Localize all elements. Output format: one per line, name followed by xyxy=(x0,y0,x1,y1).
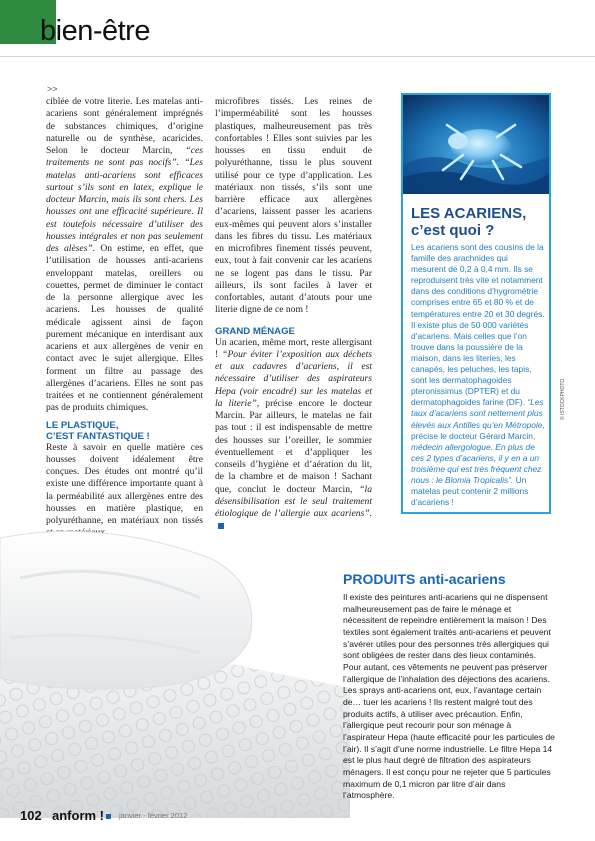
issue-date: janvier - février 2012 xyxy=(119,811,188,820)
paragraph: Reste à savoir en quelle matière ces housses doivent idéalement être conçues. Des études ont montré qu’il existe une différence importante quant à la perméabilité aux allergènes entre des housses en matière plastique, en polyuréthanne, en matériaux non tissés xyxy=(46,441,203,526)
quote-run: “la désensibilisation est le seul traitement étiologique de l’allergie aux acariens”. xyxy=(215,483,372,519)
subheading-grand-menage: GRAND MÉNAGE xyxy=(215,325,295,337)
dust-mite-illustration xyxy=(403,95,549,194)
pillow-illustration xyxy=(0,518,350,818)
pillow-mattress-image xyxy=(0,518,350,818)
text-run: Un matelas peut contenir 2 millions d’acariens ! xyxy=(411,474,529,508)
paragraph: microfibres tissés. Les reines de l’imperméabilité sont les housses plastiques, malheureusement pas très confortables ! Elles sont suivies par les housses en tissu enduit de polyuréthanne, tissu le plus souvent utilisé pour ce type d’application. Les matériaux non tissés, s’ils sont une barrière efficace aux allergènes d’acariens, laissent passer les acariens eux-mêmes qui peuvent alors s’installer dans les fibres du tissu. Les matériaux en microfibres finement tissés peuvent, eux, tout à fait convenir car les acariens ne se logent pas dans le tissu. Par ailleurs, ils sont faciles à laver et confortables, autant d’atouts pour une literie digne de ce nom ! xyxy=(215,96,372,316)
quote-run: “Pour éviter l’exposition aux déchets et aux cadavres d’acariens, il est nécessaire d’utiliser des aspirateurs Hepa (voir encadré) sur les matelas et la literie” xyxy=(215,348,373,409)
magazine-name-text: anform ! xyxy=(52,808,104,823)
products-title: PRODUITS anti-acariens xyxy=(343,571,506,587)
photo-credit: © ISTOCKPHOTO xyxy=(560,378,566,420)
products-text: Il existe des peintures anti-acariens qui ne dispensent malheureusement pas de faire le ménage et nécessitent de repeindre entièrement la maison ! Des textiles sont également traités anti-acariens et peuvent s’avérer utiles pour des personnes très allergiques qui sont obligées de rester dans des lieux contaminés. Pour autant, ces vêtements ne peuvent pas préserver l’allergique de l’inhalation des déjections des acariens. Les sprays anti-acariens ont, eux, l’avantage certain de… tuer les acariens ! Ils restent malgré tout des produits actifs, à utiliser avec précaution. Enfin, l’allergique peut recourir pour son ménage à l’aspirateur Hepa (haute efficacité pour les particules de l’air). Il s’agit d’une norme industrielle. Le filtre Hepa 14 est le plus haut degré de filtration des aspirateurs ménagers. Il est conçu pour ne rejeter que 5 particules maximum de 0,1 micron par litre d’air dans l’atmosphère. xyxy=(343,592,555,801)
paragraph xyxy=(215,337,372,533)
quote-run: “ces traitements ne sont pas nocifs”. “Les matelas anti-acariens sont efficaces surtout s’ils sont en latex, explique le docteur Marcin, mais ils sont chers. Les housses ont une efficacité supérieure. Il est toutefois nécessaire d’utiliser des housses intégrales et non pas seulement des alèses”. xyxy=(46,145,203,254)
sidebar-title xyxy=(411,205,545,239)
subheading-line: C’EST FANTASTIQUE ! xyxy=(46,430,150,442)
dust-mite-photo xyxy=(403,95,549,194)
paragraph xyxy=(46,96,203,415)
page-number: 102 xyxy=(20,808,42,823)
text-run: Les acariens sont des cousins de la famille des arachnides qui mesurent de 0,2 à 0,4 mm. Ils se reproduisent très vite et notamment dans des conditions d’hygrométrie comprises entre 65 et 80 % et de températures entre 20 et 30 degrés. Il existe plus de 50 000 variétés d’acariens. Mais celles que l’on trouve dans la poussière de la maison, dans les literies, les canapés, les peluches, les tapis, sont les dermatophagoides pteronissimus (DPTER) et du dermatophagoides farine (DF). xyxy=(411,242,545,408)
text-run: ciblée de votre literie. Les matelas anti-acariens sont généralement imprégnés de substances chimiques, d’origine naturelle ou de synthèse, acaricides. Selon le docteur Marcin, xyxy=(46,96,203,156)
continued-marker: >> xyxy=(47,84,58,94)
text-run: On estime, en effet, que l’utilisation de housses anti-acariens enveloppant matelas, oreillers ou couettes, permet de diminuer le contact de la personne allergique avec les acariens. Les housses de qualité médicale agissent ainsi de façon purement mécanique en interdisant aux acariens et aux allergènes de venir en contact avec le sujet allergique. Elles forment un filtre au passage des allergènes d’acariens. Elles ne sont pas traitées et ne contiennent généralement pas de produits chimiques. xyxy=(46,243,203,414)
text-run: précise le docteur Gérard Marcin, xyxy=(411,430,536,441)
quote-run: médecin allergologue. En plus de ces 2 types d’acariens, il y en a un troisième qui est très fréquent chez nous : le Blomia Tropicalis”. xyxy=(411,441,542,485)
subheading-plastique xyxy=(46,420,203,442)
sidebar-text xyxy=(411,242,545,508)
text-run: , précise encore le docteur Marcin. Par ailleurs, le matelas ne fait pas tout : il est indispensable de mettre des housses sur l’oreiller, le sommier éventuellement et d’appliquer les conseils d’hygiène et d’aération du lit, de la chambre et de maison ! Sachant que, conclut le docteur Marcin, xyxy=(215,397,372,495)
quote-run: “Les taux d’acariens sont nettement plus élevés aux Antilles qu’en Métropole, xyxy=(411,397,545,430)
magazine-mark xyxy=(106,814,111,819)
magazine-name xyxy=(52,808,111,823)
text-run: Un acarien, même mort, reste allergisant ! xyxy=(215,336,372,360)
header-divider xyxy=(0,56,595,57)
article-column-1 xyxy=(46,96,203,540)
sidebar-title-line: c’est quoi ? xyxy=(411,222,495,239)
article-column-2 xyxy=(215,96,372,533)
section-title: bien-être xyxy=(40,15,150,47)
subheading-line: LE PLASTIQUE, xyxy=(46,419,119,431)
sidebar-title-line: LES ACARIENS, xyxy=(411,205,527,222)
